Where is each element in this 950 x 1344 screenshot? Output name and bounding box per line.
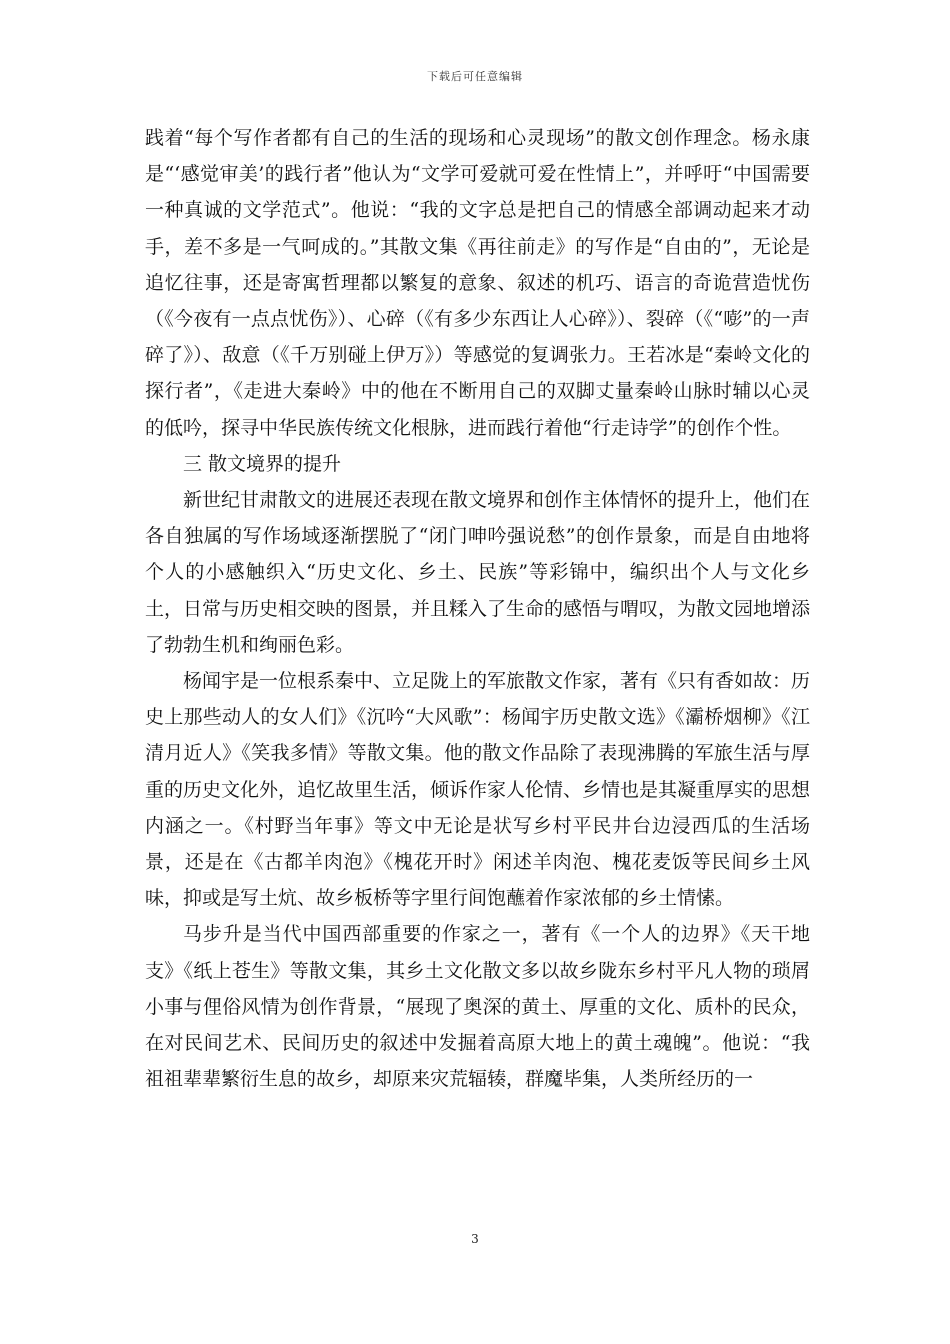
page-number: 3 [471, 1232, 479, 1246]
paragraph-realm: 新世纪甘肃散文的进展还表现在散文境界和创作主体情怀的提升上，他们在各自独属的写作场域逐渐摆脱了“闭门呻吟强说愁”的创作景象，而是自由地将个人的小感触织入“历史文化、乡土、民族”等彩锦中，编织出个人与文化乡土，日常与历史相交映的图景，并且糅入了生命的感悟与喟叹，为散文园地增添了勃勃生机和绚丽色彩。 [145, 489, 811, 656]
body-text [145, 120, 810, 1097]
paragraph-ma-busheng: 马步升是当代中国西部重要的作家之一，著有《一个人的边界》《天干地支》《纸上苍生》等散文集，其乡土文化散文多以故乡陇东乡村平凡人物的琐屑小事与俚俗风情为创作背景，“展现了奥深的黄土、厚重的文化、质朴的民众，在对民间艺术、民间历史的叙述中发掘着高原大地上的黄土魂魄”。他说：“我祖祖辈辈繁衍生息的故乡，却原来灾荒辐辏，群魔毕集，人类所经历的一 [145, 923, 810, 1091]
section-heading: 三 散文境界的提升 [183, 452, 342, 475]
paragraph-continuation: 践着“每个写作者都有自己的生活的现场和心灵现场”的散文创作理念。杨永康是“‘感觉审美’的践行者”他认为“文学可爱就可爱在性情上”，并呼吁“中国需要一种真诚的文学范式”。他说：“我的文字总是把自己的情感全部调动起来才动手，差不多是一气呵成的。”其散文集《再往前走》的写作是“自由的”，无论是追忆往事，还是寄寓哲理都以繁复的意象、叙述的机巧、语言的奇诡营造忧伤（《今夜有一点点忧伤》）、心碎（《有多少东西让人心碎》）、裂碎（《“嘭”的一声碎了》）、敌意（《千万别碰上伊万》）等感觉的复调张力。王若冰是“秦岭文化的探行者”，《走进大秦岭》中的他在不断用自己的双脚丈量秦岭山脉时辅以心灵的低吟，探寻中华民族传统文化根脉，进而践行着他“行走诗学”的创作个性。 [145, 127, 810, 439]
paragraph-yang-wenyu: 杨闻宇是一位根系秦中、立足陇上的军旅散文作家，著有《只有香如故：历史上那些动人的女人们》《沉吟“大风歌”：杨闻宇历史散文选》《灞桥烟柳》《江清月近人》《笑我多情》等散文集。他的散文作品除了表现沸腾的军旅生活与厚重的历史文化外，追忆故里生活，倾诉作家人伦情、乡情也是其凝重厚实的思想内涵之一。《村野当年事》等文中无论是状写乡村平民井台边浸西瓜的生活场景，还是在《古都羊肉泡》《槐花开时》闲述羊肉泡、槐花麦饭等民间乡土风味，抑或是写土炕、故乡板桥等字里行间饱蘸着作家浓郁的乡土情愫。 [145, 670, 811, 910]
page-header: 下载后可任意编辑 [427, 70, 523, 83]
